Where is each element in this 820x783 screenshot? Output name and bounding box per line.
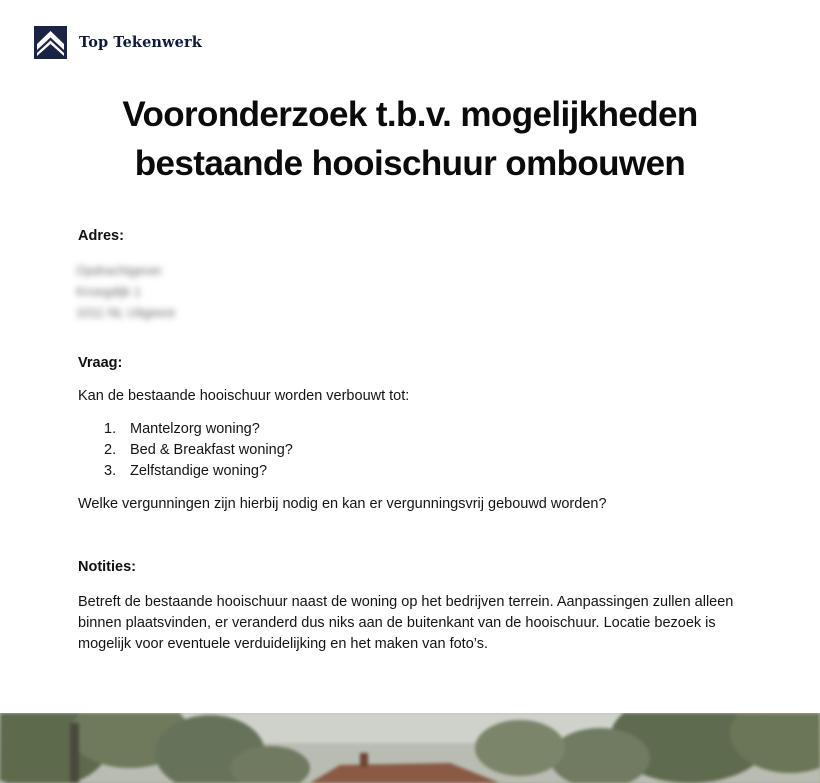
list-item-number: 1. <box>104 421 117 437</box>
title-line-2: bestaande hooischuur ombouwen <box>134 144 686 183</box>
brand-name: Top Tekenwerk <box>79 34 202 51</box>
list-item-text: Bed & Breakfast woning? <box>130 442 293 458</box>
brand-header <box>34 26 202 59</box>
list-item <box>104 419 293 440</box>
list-item-number: 3. <box>104 463 117 479</box>
title-line-1: Vooronderzoek t.b.v. mogelijkheden <box>122 95 698 134</box>
question-options-list <box>104 419 293 482</box>
address-line-3: 1011 NL Uitgeest <box>76 305 176 320</box>
address-label: Adres: <box>78 228 124 244</box>
address-line-2: Kroegdijk 1 <box>76 284 142 299</box>
question-followup: Welke vergunningen zijn hierbij nodig en kan er vergunningsvrij gebouwd worden? <box>78 496 607 512</box>
document-title <box>0 90 820 188</box>
notes-text: Betreft de bestaande hooischuur naast de woning op het bedrijven terrein. Aanpassingen zullen alleen binnen plaatsvinden, er veranderd dus niks aan de buitenkant van de hooischuur. Locatie bezoek is mogelijk voor eventuele verduidelijking en het maken van foto’s. <box>78 594 734 652</box>
list-item-number: 2. <box>104 442 117 458</box>
question-label: Vraag: <box>78 355 123 371</box>
question-intro: Kan de bestaande hooischuur worden verbouwt tot: <box>78 388 410 404</box>
list-item <box>104 440 293 461</box>
address-line-1: Opdrachtgever <box>76 263 162 278</box>
chevron-roof-logo-icon <box>34 26 67 59</box>
list-item-text: Zelfstandige woning? <box>130 463 268 479</box>
list-item-text: Mantelzorg woning? <box>130 421 260 437</box>
list-item <box>104 461 293 482</box>
barn-photo <box>0 713 820 783</box>
barn-photo-image <box>0 713 820 783</box>
notes-label: Notities: <box>78 559 136 575</box>
address-block-redacted <box>76 260 175 323</box>
